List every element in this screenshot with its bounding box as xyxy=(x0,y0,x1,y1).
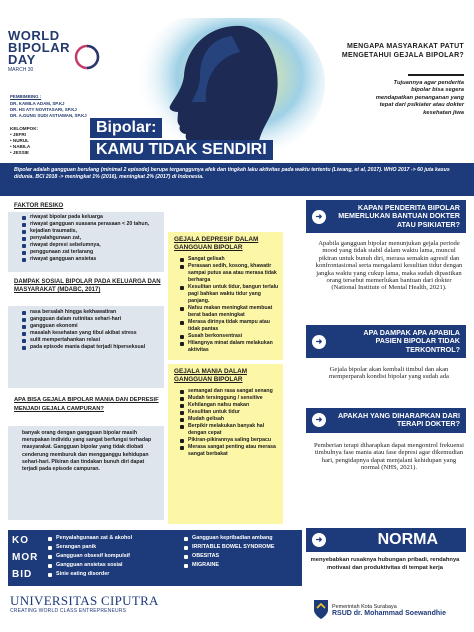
list-item: Nafsu makan meningkat membuat berat badan meningkat xyxy=(180,305,279,319)
surabaya-emblem-icon xyxy=(312,598,330,620)
title-line2: KAMU TIDAK SENDIRI xyxy=(90,140,273,160)
list-item: riwayat gangguan suasana perasaan < 20 tahun, xyxy=(22,221,164,228)
list-item: MIGRAINE xyxy=(184,561,300,570)
pembimbing-label: PEMBIMBING : xyxy=(10,94,42,99)
list-item: Pikiran-pikirannya saling berpacu xyxy=(180,437,279,444)
dampak-title: DAMPAK SOSIAL BIPOLAR PADA KELUARGA DAN MASYARAKAT (MDABC, 2017) xyxy=(14,279,161,293)
list-item: gangguan ekonomi xyxy=(22,323,164,330)
list-item: Mudah gelisah xyxy=(180,416,279,423)
arrow-right-icon: ➜ xyxy=(312,533,326,547)
kelompok-member: • JEFRI xyxy=(10,132,38,138)
intro-banner: Bipolar adalah gangguan berulang (minimal 2 episode) berupa terganggunya afek dan tingkah laku aktivitas pada waktu tertentu (Liwang, et al, 2017). WHO 2017 -> 60 juta kasus didunia. BCI 2018 -> meningkat 1% (2016), meningkat 2% (2017) di Indonesia. xyxy=(0,163,474,196)
universitas-ciputra-logo xyxy=(10,594,210,614)
list-item: masalah kesehatan yang tibul akibat stress xyxy=(22,330,164,337)
list-item: penggunaan zat terlarang xyxy=(22,249,164,256)
uc-tagline: CREATING WORLD CLASS ENTREPRENEURS xyxy=(10,608,127,614)
question1-title: MENGAPA MASYARAKAT PATUT MENGETAHUI GEJALA BIPOLAR? xyxy=(341,43,464,59)
pembimbing-name: DR. A.GUNG SUDI ASTIAWAN, SP.KJ xyxy=(10,113,87,118)
diharapkan-header xyxy=(306,408,466,433)
kapan-body: Apabila gangguan bipolar menunjukan gejala periode mood yang tidak stabil dalam waktu lama, muncul pikiran untuk bunuh diri, merasa semakin agresif dan konfrontasional serta mengalami kesulitan tidur dengan jangka waktu yang cukup lama, maka sudah dipastikan orang tersebut memerlukan bantuan dari dokter (National Institute of Mental Health, 2021). xyxy=(315,240,463,292)
question1-divider xyxy=(408,74,464,76)
pembimbing-name: DR. HS ATY NOVITASARI, SP.KJ xyxy=(10,107,77,112)
arrow-right-icon: ➜ xyxy=(312,335,326,349)
list-item: Penyalahgunaan zat & akohol xyxy=(48,534,178,543)
list-item: Merasa dirinya tidak mampu atau tidak pantas xyxy=(180,319,279,333)
apa-bisa-body: banyak orang dengan gangguan bipolar masih merupakan individu yang sangat berfungsi terhadap masyarakat. Gangguan bipolar yang tidak diobati cenderung memburuk dan mengganggu kehidupan sehari-hari. Pikiran dan tindakan bunuh diri dapat terjadi pada episode campuran. xyxy=(22,430,152,473)
logo-line3: DAY xyxy=(8,52,36,67)
list-item: riwayat depresi sebelumnya, xyxy=(22,242,164,249)
diharapkan-body: Pemberian terapi diharapkan dapat mengontrol frekuensi timbulnya fase mania atau fase depresi agar dikemudian hari, pengidapnya dapat menjalani kehidupan yang normal (NHS, 2021). xyxy=(314,442,464,472)
apa-bisa-panel xyxy=(8,426,164,520)
list-item: Gangguan ansietas sosial xyxy=(48,561,178,570)
list-item: Kehilangan nafsu makan xyxy=(180,402,279,409)
list-item: Serangan panik xyxy=(48,543,178,552)
list-item: riwayat gangguan ansietas xyxy=(22,256,164,263)
rsud-line1: Pemerintah Kota Surabaya xyxy=(332,604,397,610)
list-item: OBESITAS xyxy=(184,552,300,561)
list-item: rasa bersalah hingga kekhawatiran xyxy=(22,309,164,316)
list-item: gangguan dalam rutinitas sehari-hari xyxy=(22,316,164,323)
list-item: Mudah tersinggung / sensitive xyxy=(180,395,279,402)
kapan-header xyxy=(306,200,466,233)
list-item: Susah berkonsentrasi xyxy=(180,333,279,340)
list-item: Sinie eating disorder xyxy=(48,570,178,579)
logo-line1: WORLD xyxy=(8,28,60,43)
gejala-mania-title: GEJALA MANIA DALAM GANGGUAN BIPOLAR xyxy=(174,368,248,383)
pembimbing-name: DR. KAMILA ADAM, SP.KJ xyxy=(10,101,65,106)
komorbid-label-part: MOR xyxy=(12,552,39,563)
kelompok-member: • NABILA xyxy=(10,144,38,150)
kelompok-member: • NURUL xyxy=(10,138,38,144)
list-item: riwayat bipolar pada keluarga xyxy=(22,214,164,221)
komorbid-label-part: BID xyxy=(12,569,33,580)
question1-answer: Tujuannya agar penderita bipolar bisa segera mendapatkan penanganan yang tepat dari psikiater atau dokter kesehatan jiwa xyxy=(375,80,464,116)
logo-line2: BIPOLAR xyxy=(8,40,70,55)
kelompok-block xyxy=(10,126,38,156)
list-item: semangat dan rasa sangat senang xyxy=(180,388,279,395)
list-item: kejadian traumatis, xyxy=(22,228,164,235)
gejala-depresif-panel xyxy=(168,232,283,360)
faktor-resiko-title: FAKTOR RESIKO xyxy=(14,203,64,209)
title-line1: Bipolar: xyxy=(90,118,162,138)
dampak-terkontrol-title: APA DAMPAK APA APABILA PASIEN BIPOLAR TIDAK TERKONTROL? xyxy=(363,328,460,354)
rsud-line2: RSUD dr. Mohammad Soewandhie xyxy=(332,610,446,617)
norma-title: NORMA xyxy=(377,531,438,548)
arrow-right-icon: ➜ xyxy=(312,210,326,224)
list-item: Perasaan sedih, kosong, khawatir sampai putus asa atau merasa tidak berharga xyxy=(180,263,279,284)
diharapkan-title: APAKAH YANG DIHARAPKAN DARI TERAPI DOKTER? xyxy=(337,411,460,429)
faktor-resiko-panel xyxy=(8,212,164,272)
kelompok-member: • JESSIE xyxy=(10,150,38,156)
komorbid-col1 xyxy=(48,534,178,579)
list-item: Gangguan obsesif kompulsif xyxy=(48,552,178,561)
norma-header xyxy=(306,528,466,552)
komorbid-panel xyxy=(8,530,302,586)
list-item: Sangat gelisah xyxy=(180,256,279,263)
komorbid-col2 xyxy=(184,534,300,570)
logo-date: MARCH 30 xyxy=(8,67,34,73)
dampak-terkontrol-header xyxy=(306,325,466,358)
list-item: Merasa sangat penting atau merasa sangat berbakat xyxy=(180,444,279,458)
list-item: IRRITABLE BOWEL SYNDROME xyxy=(184,543,300,552)
list-item: sulit mempertahankan relasi xyxy=(22,337,164,344)
list-item: pada episode mania dapat terjadi hiperseksual xyxy=(22,344,164,351)
list-item: Kesulitan untuk tidur xyxy=(180,409,279,416)
kelompok-label: KELOMPOK: xyxy=(10,126,39,131)
norma-body: menyebabkan rusaknya hubungan pribadi, rendahnya motivasi dan produktivitas di tempat kerja xyxy=(310,557,460,571)
list-item: Berpikir melakukan banyak hal dengan cepat xyxy=(180,423,279,437)
title-block xyxy=(90,118,312,160)
kapan-title: KAPAN PENDERITA BIPOLAR MEMERLUKAN BANTUAN DOKTER ATAU PSIKIATER? xyxy=(338,203,460,229)
gejala-mania-panel xyxy=(168,364,283,524)
list-item: Hilangnya minat dalam melakukan aktivitas xyxy=(180,340,279,354)
list-item: Kesulitan untuk tidur, bangun terlalu pagi bahkan waktu tidur yang panjang. xyxy=(180,284,279,305)
list-item: Gangguan kepribadian ambang xyxy=(184,534,300,543)
gejala-depresif-title: GEJALA DEPRESIF DALAM GANGGUAN BIPOLAR xyxy=(174,236,259,251)
uc-name: UNIVERSITAS CIPUTRA xyxy=(10,593,159,608)
list-item: penyalahgunaan zat, xyxy=(22,235,164,242)
arrow-right-icon: ➜ xyxy=(312,413,326,427)
apa-bisa-title: APA BISA GEJALA BIPOLAR MANIA DAN DEPRESIF MENJADI GEJALA CAMPURAN? xyxy=(14,397,159,412)
komorbid-label-part: KO xyxy=(12,535,29,546)
dampak-panel xyxy=(8,306,164,388)
komorbid-label xyxy=(12,532,42,583)
dampak-terkontrol-body: Gejala bipolar akan kembali timbul dan akan memperparah kondisi bipolar yang sudah ada xyxy=(329,366,449,381)
rsud-logo xyxy=(332,604,472,617)
bipolar-circle-icon xyxy=(74,44,100,70)
